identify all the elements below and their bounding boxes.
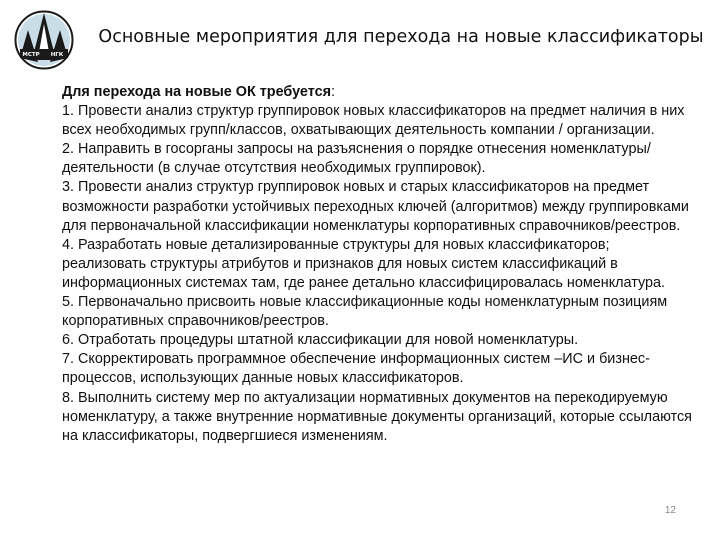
list-item-6: 6. Отработать процедуры штатной классификации для новой номенклатуры. (62, 332, 579, 349)
page-number: 12 (664, 505, 676, 516)
list-item-1: 1. Провести анализ структур группировок новых классификаторов на предмет наличия в них всех необходимых групп/классов, охватывающих деятельность компании / организации. (62, 103, 685, 139)
slide-title: Основные мероприятия для перехода на новые классификаторы (98, 27, 704, 47)
svg-text:МСТР: МСТР (22, 52, 40, 58)
company-logo (14, 10, 74, 70)
list-item-8: 8. Выполнить систему мер по актуализации нормативных документов на перекодируемую номенклатуру, а также внутренние нормативные документы организаций, которые ссылаются на классификаторы, подвергшиеся изменениям. (62, 389, 692, 444)
list-item-7: 7. Скорректировать программное обеспечение информационных систем –ИС и бизнес-процессов, использующих данные новых классификаторов. (62, 351, 650, 387)
list-item-2: 2. Направить в госорганы запросы на разъяснения о порядке отнесения номенклатуры/деятельности (в случае отсутствия необходимых группировок). (62, 141, 651, 177)
slide-body (62, 83, 694, 446)
list-item-3: 3. Провести анализ структур группировок новых и старых классификаторов на предмет возможности разработки устойчивых переходных ключей (алгоритмов) между группировками для первоначальной классификации номенклатуры корпоративных справочников/реестров. (62, 179, 689, 234)
lead-text: Для перехода на новые ОК требуется (62, 84, 331, 100)
lead-colon: : (331, 84, 335, 100)
list-item-5: 5. Первоначально присвоить новые классификационные коды номенклатурным позициям корпоративных справочников/реестров. (62, 294, 668, 330)
svg-text:НГК: НГК (50, 52, 64, 58)
list-item-4: 4. Разработать новые детализированные структуры для новых классификаторов; реализовать структуры атрибутов и признаков для новых систем классификаций в информационных системах там, где ранее детально классифицировалась номенклатура. (62, 236, 666, 291)
lead-paragraph (62, 83, 694, 102)
